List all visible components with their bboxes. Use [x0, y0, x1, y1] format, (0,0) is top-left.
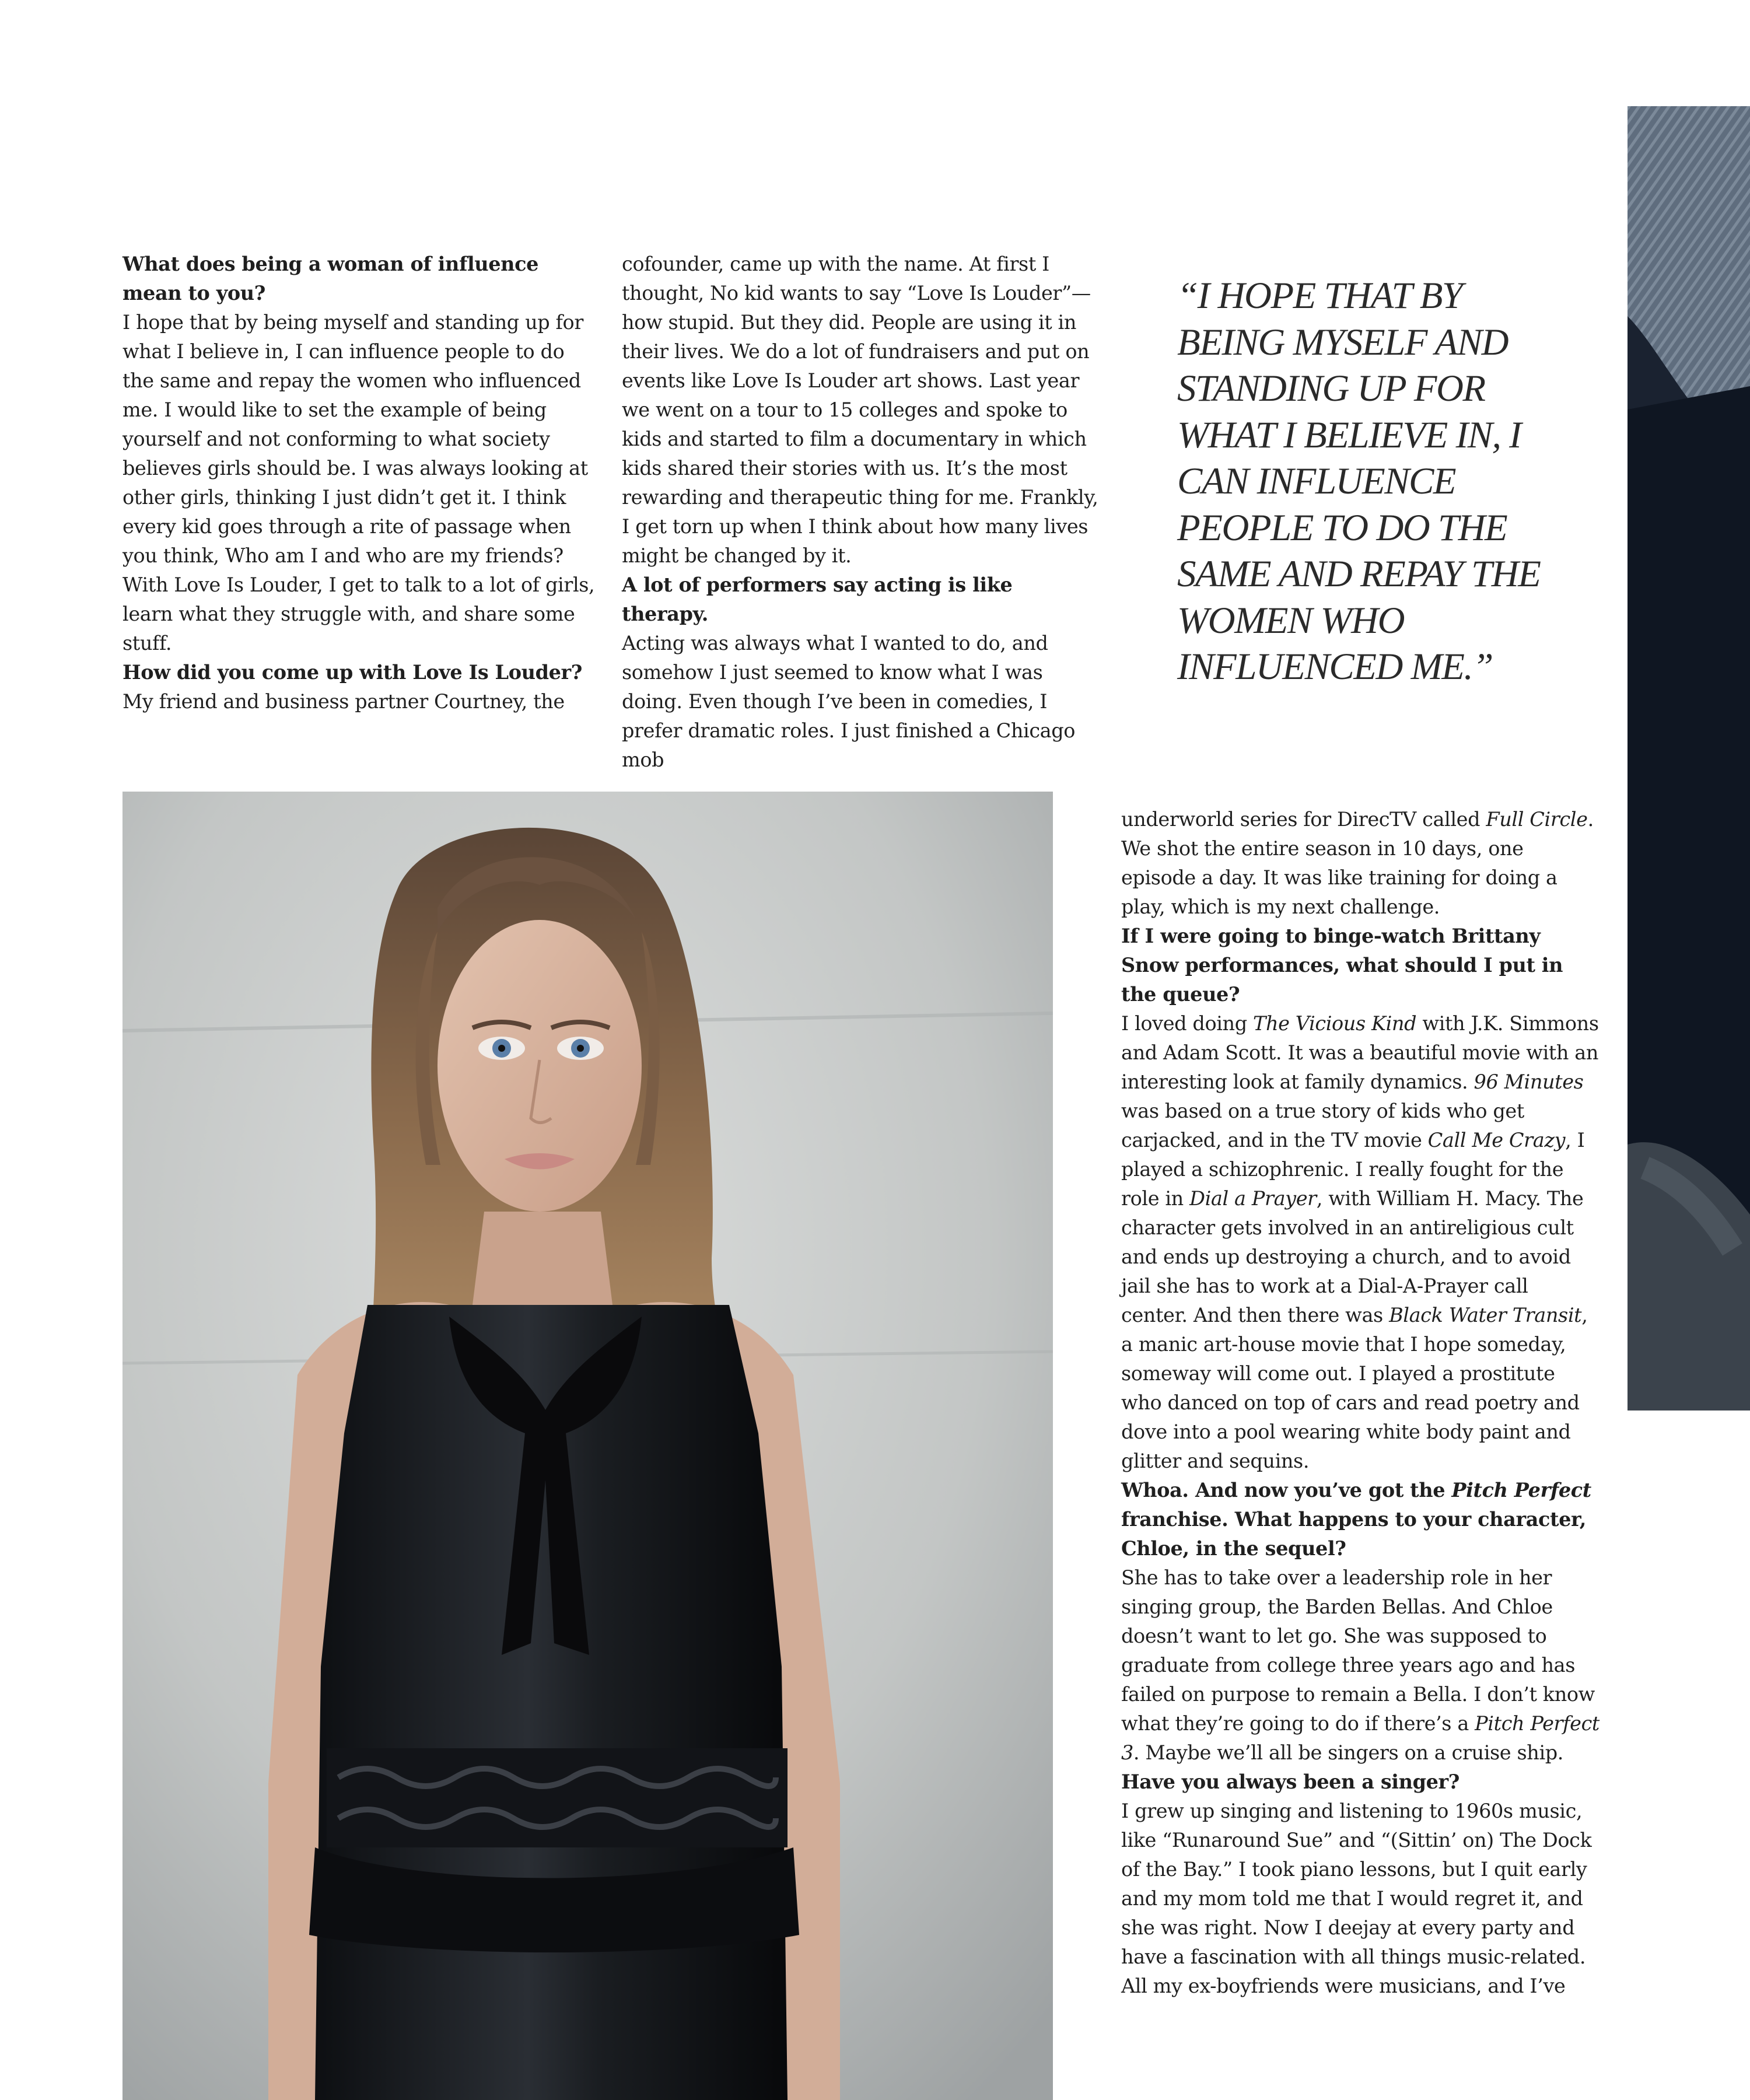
answer: I grew up singing and listening to 1960s music, like “Runaround Sue” and “(Sittin’ on) The Dock of the Bay.” I took piano lessons, but I quit early and my mom told me that I would regret it, and she was right. Now I deejay at every party and have a fascination with all things music-related. All my ex-boyfriends were musicians, and I’ve — [1121, 1800, 1592, 1997]
answer: Acting was always what I wanted to do, and somehow I just seemed to know what I was doing. Even though I’ve been in comedies, I prefer dramatic roles. I just finished a Chicago mob — [622, 632, 1076, 771]
question: A lot of performers say acting is like therapy. — [622, 573, 1013, 625]
article-column-3 — [1121, 805, 1600, 2001]
answer: I loved doing The Vicious Kind with J.K. Simmons and Adam Scott. It was a beautiful movie with an interesting look at family dynamics. 96 Minutes was based on a true story of kids who get carjacked, and in the TV movie Call Me Crazy, I played a schizophrenic. I really fought for the role in Dial a Prayer, with William H. Macy. The character gets involved in an antireligious cult and ends up destroying a church, and to avoid jail she has to work at a Dial-A-Prayer call center. And then there was Black Water Transit, a manic art-house movie that I hope someday, someway will come out. I played a prostitute who danced on top of cars and read poetry and dove into a pool wearing white body paint and glitter and sequins. — [1121, 1012, 1599, 1472]
question: If I were going to binge-watch Brittany Snow performances, what should I put in the queue? — [1121, 925, 1563, 1006]
question: Whoa. And now you’ve got the Pitch Perfect franchise. What happens to your character, Chloe, in the sequel? — [1121, 1479, 1591, 1560]
question: How did you come up with Love Is Louder? — [123, 661, 583, 684]
article-column-2 — [622, 250, 1100, 775]
question: What does being a woman of influence mean to you? — [123, 253, 539, 304]
answer: I hope that by being myself and standing up for what I believe in, I can influence people to do the same and repay the women who influenced me. I would like to set the example of being yourself and not conforming to what society believes girls should be. I was always looking at other girls, thinking I just didn’t get it. I think every kid goes through a rite of passage when you think, Who am I and who are my friends? With Love Is Louder, I get to talk to a lot of girls, learn what they struggle with, and share some stuff. — [123, 311, 595, 654]
side-photo — [1628, 106, 1750, 1410]
answer: My friend and business partner Courtney, the — [123, 690, 565, 713]
article-column-1 — [123, 250, 601, 716]
answer: She has to take over a leadership role in her singing group, the Barden Bellas. And Chloe doesn’t want to let go. She was supposed to graduate from college three years ago and has failed on purpose to remain a Bella. I don’t know what they’re going to do if there’s a Pitch Perfect 3. Maybe we’ll all be singers on a cruise ship. — [1121, 1566, 1600, 1764]
answer: cofounder, came up with the name. At first I thought, No kid wants to say “Love Is Louder”—how stupid. But they did. People are using it in their lives. We do a lot of fundraisers and put on events like Love Is Louder art shows. Last year we went on a tour to 15 colleges and spoke to kids and started to film a documentary in which kids shared their stories with us. It’s the most rewarding and therapeutic thing for me. Frankly, I get torn up when I think about how many lives might be changed by it. — [622, 253, 1098, 567]
portrait-photo — [123, 792, 1053, 2100]
pull-quote: “I HOPE THAT BY BEING MYSELF AND STANDING UP FOR WHAT I BELIEVE IN, I CAN INFLUENCE PEOPLE TO DO THE SAME AND REPAY THE WOMEN WHO INFLUENCED ME.” — [1177, 275, 1541, 688]
question: Have you always been a singer? — [1121, 1770, 1460, 1793]
answer: underworld series for DirecTV called Full Circle. We shot the entire season in 10 days, one episode a day. It was like training for doing a play, which is my next challenge. — [1121, 808, 1594, 918]
